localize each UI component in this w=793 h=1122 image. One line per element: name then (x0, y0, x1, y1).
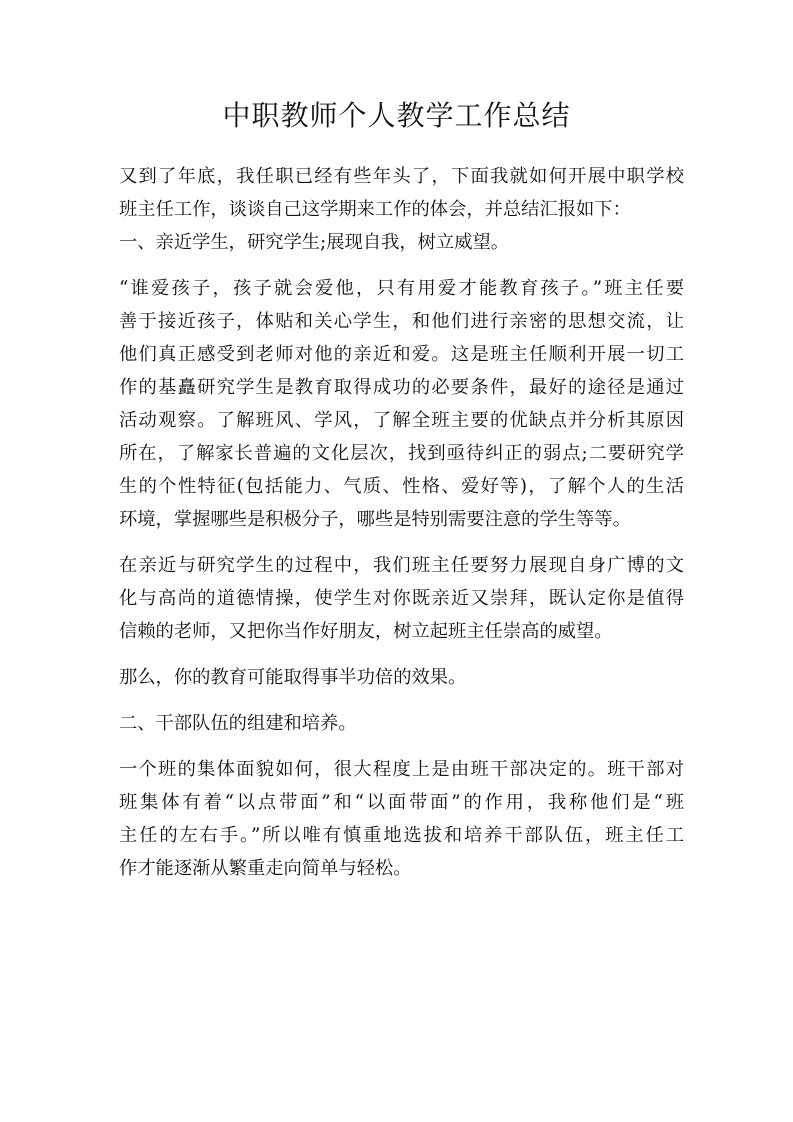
text-line: 班集体有着“以点带面”和“以面带面”的作用，我称他们是“班 (119, 792, 684, 813)
paragraph-gap (119, 259, 684, 272)
text-line: 活动观察。了解班风、学风，了解全班主要的优缺点并分析其原因 (119, 410, 684, 431)
text-line: 在亲近与研究学生的过程中，我们班主任要努力展现自身广博的文 (119, 555, 684, 576)
paragraph (119, 661, 684, 694)
text-line: 二、干部队伍的组建和培养。 (119, 713, 357, 734)
text-line: 作的基矗研究学生是教育取得成功的必要条件，最好的途径是通过 (119, 377, 684, 398)
paragraph (119, 549, 684, 648)
paragraph-gap (119, 694, 684, 707)
text-line: 化与高尚的道德情操，使学生对你既亲近又崇拜，既认定你是值得 (119, 588, 684, 609)
paragraph (119, 272, 684, 536)
text-line: 生的个性特征(包括能力、气质、性格、爱好等)，了解个人的生活 (119, 476, 684, 497)
document-title: 中职教师个人教学工作总结 (222, 99, 571, 132)
document-body (119, 160, 684, 885)
text-line: 主任的左右手。”所以唯有慎重地选拔和培养干部队伍，班主任工 (119, 825, 684, 846)
paragraph-gap (119, 648, 684, 661)
text-line: 所在，了解家长普遍的文化层次，找到亟待纠正的弱点;二要研究学 (119, 443, 684, 464)
text-line: 他们真正感受到老师对他的亲近和爱。这是班主任顺利开展一切工 (119, 344, 684, 365)
paragraph (119, 753, 684, 885)
text-line: 作才能逐渐从繁重走向简单与轻松。 (119, 858, 412, 879)
section-heading (119, 707, 684, 740)
text-line: 信赖的老师，又把你当作好朋友，树立起班主任崇高的威望。 (119, 621, 613, 642)
text-line: 那么，你的教育可能取得事半功倍的效果。 (119, 667, 467, 688)
text-line: 善于接近孩子，体贴和关心学生，和他们进行亲密的思想交流，让 (119, 311, 684, 332)
paragraph (119, 160, 684, 259)
text-line: 环境，掌握哪些是积极分子，哪些是特别需要注意的学生等等。 (119, 509, 631, 530)
paragraph-gap (119, 536, 684, 549)
text-line: 班主任工作，谈谈自己这学期来工作的体会，并总结汇报如下： (119, 199, 631, 220)
text-line: 又到了年底，我任职已经有些年头了，下面我就如何开展中职学校 (119, 166, 684, 187)
text-line: “谁爱孩子，孩子就会爱他，只有用爱才能教育孩子。”班主任要 (119, 278, 684, 299)
text-line: 一、亲近学生，研究学生;展现自我，树立威望。 (119, 232, 510, 253)
paragraph-gap (119, 740, 684, 753)
text-line: 一个班的集体面貌如何，很大程度上是由班干部决定的。班干部对 (119, 759, 684, 780)
